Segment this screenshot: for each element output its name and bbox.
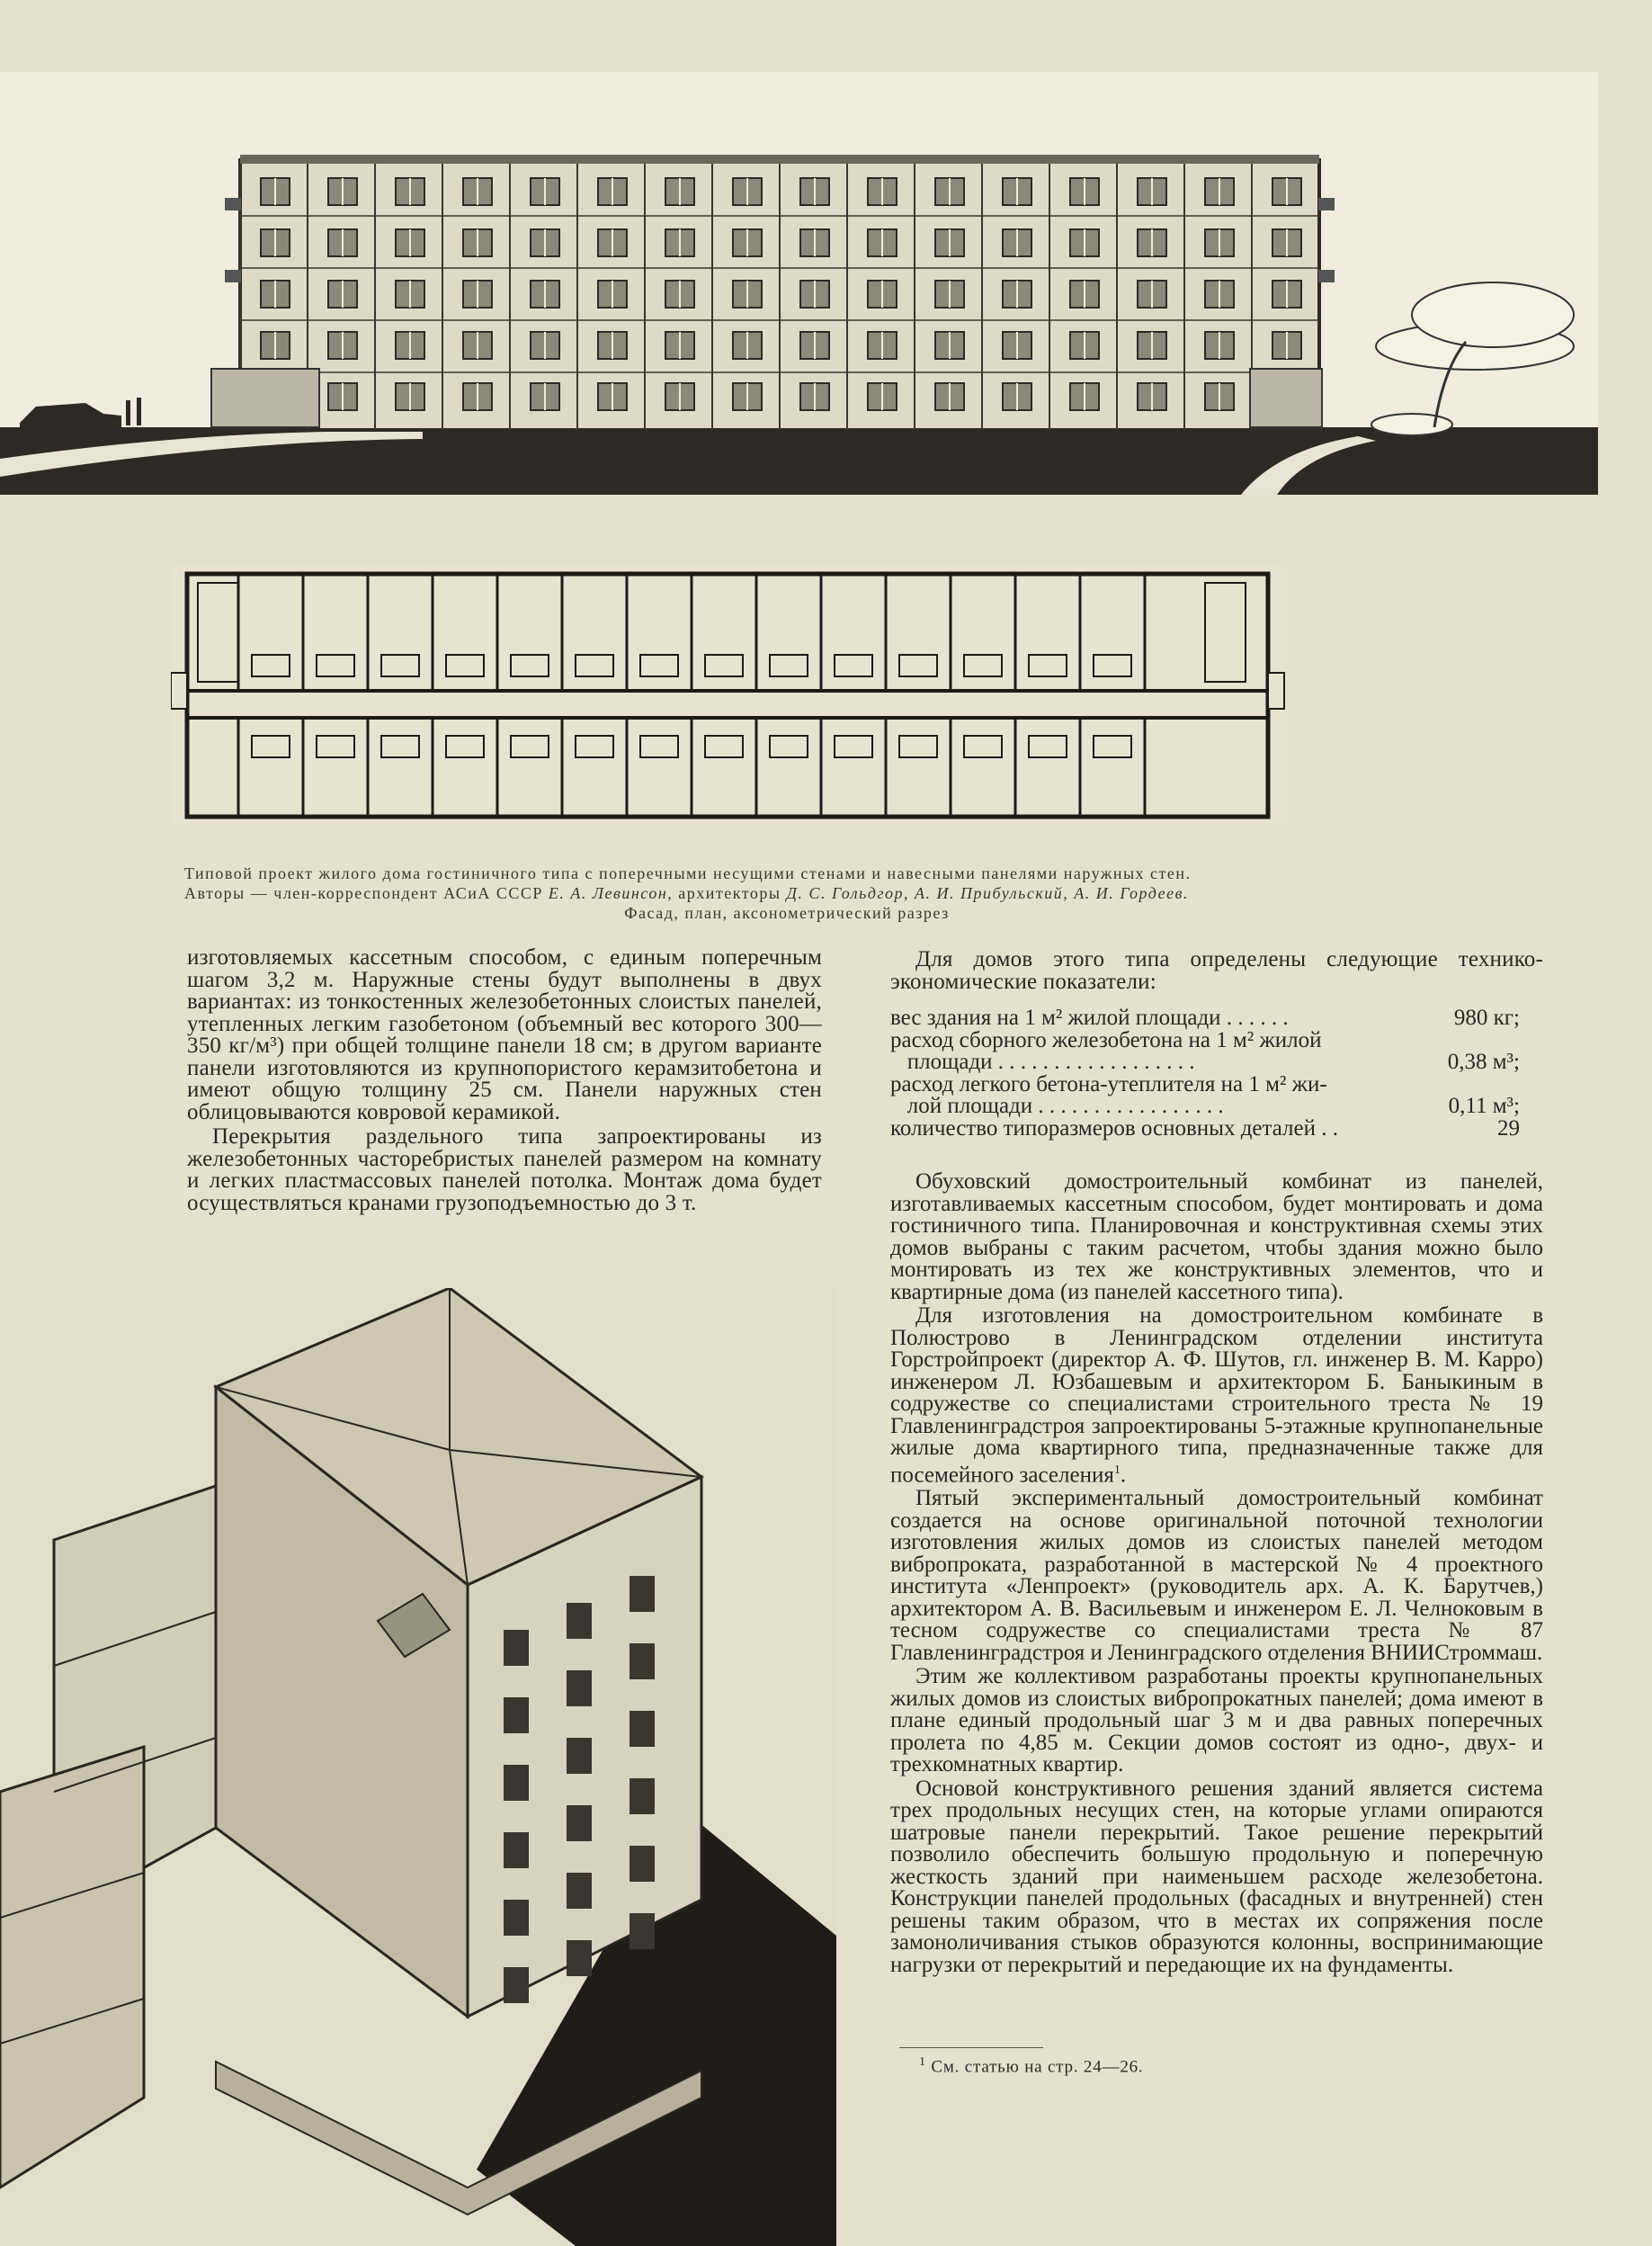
indicator-value: 0,11 м³; xyxy=(1448,1094,1520,1118)
technical-indicators xyxy=(890,1007,1520,1140)
footnote-mark: 1 xyxy=(919,2055,926,2069)
indicator-value: 980 кг; xyxy=(1453,1006,1520,1030)
caption-architect-names: Д. С. Гольдгор, А. И. Прибульский, А. И. Гордеев. xyxy=(786,884,1189,902)
right-paragraph-4: Этим же коллективом разработаны проекты крупнопанельных жилых домов из слоистых вибропрокатных панелей; дома имеют в плане единый продольный шаг 3 м и два равных поперечных пролета по 4,85 м. Секции домов состоят из одно-, двух- и трехкомнатных квартир. xyxy=(890,1664,1543,1777)
indicator-label: вес здания на 1 м² жилой площади . . . . . . xyxy=(890,1006,1289,1030)
right-paragraph-3: Пятый экспериментальный домостроительный комбинат создается на основе оригинальной поточной технологии изготовления жилых домов из слоистых панелей методом вибропроката, разработанной в мастерской № 4 проектного института «Ленпроект» (руководитель арх. А. К. Барутчев,) архитектором А. В. Васильевым и инженером Е. Л. Челноковым в тесном содружестве со специалистами треста № 87 Главленинградстроя и Ленинградского отделения ВНИИСтроммаш. xyxy=(890,1486,1543,1665)
right-column-intro xyxy=(890,949,1543,993)
right-column-body xyxy=(890,1171,1543,1976)
left-paragraph-2: Перекрытия раздельного типа запроектированы из железобетонных часторебристых панелей размером на комнату и легких пластмассовых панелей потолка. Монтаж дома будет осуществляться кранами грузоподъемностью до 3 т. xyxy=(187,1124,822,1215)
caption-line-3: Фасад, план, аксонометрический разрез xyxy=(624,904,950,922)
indicator-row xyxy=(890,1115,1520,1141)
caption-line-1: Типовой проект жилого дома гостиничного типа с поперечными несущими стенами и навесными панелями наружных стен. xyxy=(184,864,1192,882)
figure-caption xyxy=(184,864,1389,923)
footnote xyxy=(919,2055,1143,2077)
indicator-label: расход сборного железобетона на 1 м² жилой xyxy=(890,1027,1322,1052)
left-column xyxy=(187,947,822,1214)
indicator-value xyxy=(1433,1030,1520,1052)
caption-line-2 xyxy=(184,883,1389,903)
right-paragraph-1: Обуховский домостроительный комбинат из панелей, изготавливаемых кассетным способом, будет монтировать и дома гостиничного типа. Планировочная и конструктивная схемы этих домов выбраны с таким расчетом, чтобы здания можно было монтировать из тех же конструктивных элементов, что и квартирные дома (из панелей кассетного типа). xyxy=(890,1169,1543,1304)
right-paragraph-2: Для изготовления на домостроительном комбинате в Полюстрово в Ленинградском отделении института Горстройпроект (директор А. Ф. Шутов, гл. инженер В. М. Карро) инженером Л. Юзбашевым и архитектором Б. Баныкиным в содружестве со специалистами строительного треста № 19 Главленинградстроя запроектированы 5-этажные крупнопанельные жилые дома квартирного типа, предназначенные также для посемейного заселения$^1$. xyxy=(890,1303,1543,1487)
caption-authors-prefix: Авторы — член-корреспондент АСиА СССР xyxy=(184,884,549,902)
right-paragraph-2-text: Для изготовления на домостроительном комбинате в Полюстрово в Ленинградском отделении института Горстройпроект (директор А. Ф. Шутов, гл. инженер В. М. Карро) инженером Л. Юзбашевым и архитектором Б. Баныкиным в содружестве со специалистами строительного треста № 19 Главленинградстроя запроектированы 5-этажные крупнопанельные жилые дома квартирного типа, предназначенные также для посемейного заселения xyxy=(890,1303,1543,1487)
caption-architects-prefix: архитекторы xyxy=(673,884,787,902)
indicator-label: лой площади . . . . . . . . . . . . . . . . . xyxy=(890,1094,1224,1118)
footnote-text: См. статью на стр. 24—26. xyxy=(931,2057,1144,2077)
facade-illustration xyxy=(0,72,1598,495)
footnote-rule xyxy=(899,2047,1043,2048)
indicator-value: 0,38 м³; xyxy=(1447,1050,1520,1074)
indicator-label: расход легкого бетона-утеплителя на 1 м² жи- xyxy=(890,1071,1327,1096)
indicator-label: количество типоразмеров основных деталей . . xyxy=(890,1115,1339,1141)
indicators-intro: Для домов этого типа определены следующие технико-экономические показатели: xyxy=(890,947,1543,994)
indicator-row xyxy=(890,1027,1520,1052)
indicator-label: площади . . . . . . . . . . . . . . . . . . xyxy=(890,1050,1195,1074)
indicator-row xyxy=(890,1096,1520,1118)
floor-plan-illustration xyxy=(171,565,1286,826)
indicator-row xyxy=(890,1071,1520,1096)
indicator-row xyxy=(890,1051,1520,1074)
footnote-reference: 1 xyxy=(1113,1463,1121,1477)
indicator-value xyxy=(1433,1074,1520,1096)
caption-author-name: Е. А. Левинсон, xyxy=(548,884,674,902)
indicator-value: 29 xyxy=(1497,1115,1520,1141)
left-paragraph-1: изготовляемых кассетным способом, с единым поперечным шагом 3,2 м. Наружные стены будут выполнены в двух вариантах: из тонкостенных железобетонных слоистых панелей, утепленных легким газобетоном (объемный вес которого 300—350 кг/м³) при общей толщине панели 18 см; в другом варианте панели изготовляются из крупнопористого керамзитобетона и имеют общую толщину 25 см. Панели наружных стен облицовываются ковровой керамикой. xyxy=(187,945,822,1124)
axonometric-section-illustration xyxy=(0,1288,836,2246)
right-paragraph-5: Основой конструктивного решения зданий является система трех продольных несущих стен, на которые углами опираются шатровые панели перекрытий. Такое решение перекрытий позволило обеспечить большую продольную и поперечную жесткость зданий при наименьшем расходе железобетона. Конструкции панелей продольных (фасадных и внутренней) стен решены таким образом, что в местах их сопряжения после замоноличивания стыков образуются колонны, воспринимающие нагрузки от перекрытий и передающие их на фундаменты. xyxy=(890,1776,1543,1977)
indicator-row xyxy=(890,1007,1520,1030)
